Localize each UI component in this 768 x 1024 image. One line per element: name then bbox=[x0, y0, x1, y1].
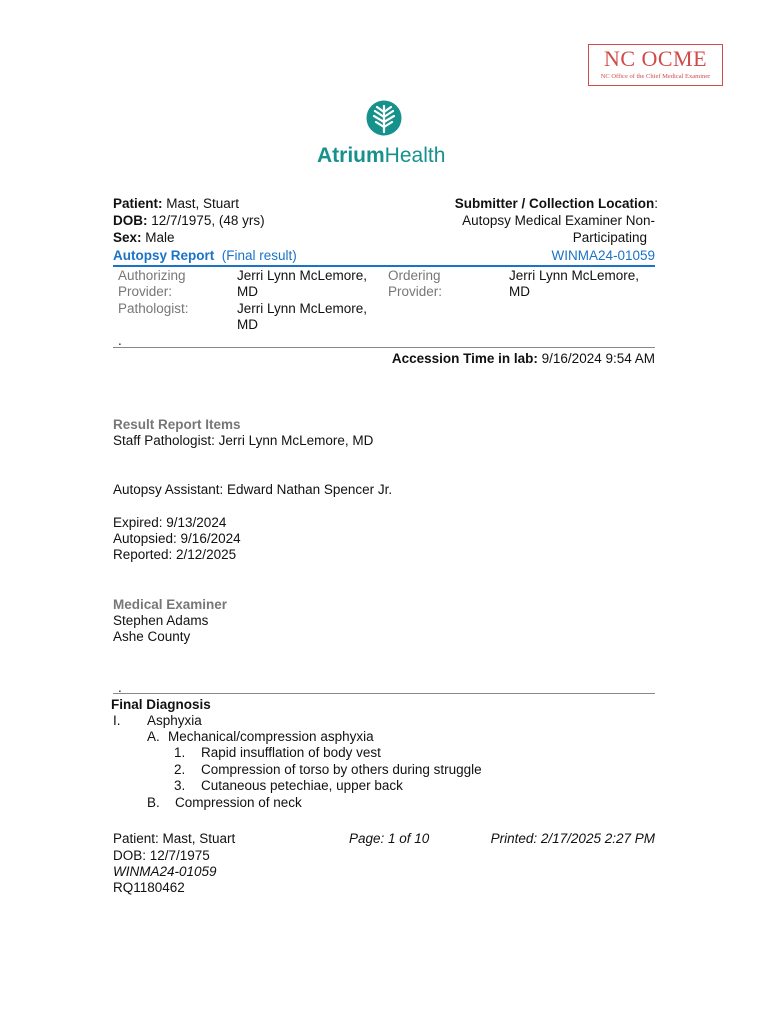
nc-ocme-stamp bbox=[588, 44, 723, 86]
patient-dob: 12/7/1975, (48 yrs) bbox=[151, 213, 265, 228]
report-status: (Final result) bbox=[221, 248, 297, 263]
submitter-line1: Autopsy Medical Examiner Non- bbox=[462, 213, 655, 228]
separator-dot: . bbox=[118, 680, 122, 695]
footer-patient: Patient: Mast, Stuart bbox=[113, 831, 236, 846]
diagnosis-i-text: Asphyxia bbox=[147, 713, 202, 728]
diagnosis-i-num: I. bbox=[113, 713, 121, 728]
footer-printed: Printed: 2/17/2025 2:27 PM bbox=[490, 831, 655, 846]
diagnosis-item-text: Rapid insufflation of body vest bbox=[201, 745, 381, 760]
expired-date: Expired: 9/13/2024 bbox=[113, 515, 227, 530]
pathologist-name: Jerri Lynn McLemore, MD bbox=[237, 301, 368, 332]
diagnosis-b-text: Compression of neck bbox=[175, 795, 302, 810]
submitter-label: Submitter / Collection Location: bbox=[454, 196, 658, 211]
autopsy-assistant: Autopsy Assistant: Edward Nathan Spencer Jr. bbox=[113, 482, 393, 497]
footer-page-number: Page: 1 of 10 bbox=[349, 831, 430, 846]
authorizing-provider-label: Authorizing Provider: bbox=[118, 268, 186, 299]
diagnosis-a-num: A. bbox=[147, 729, 160, 744]
medical-examiner-county: Ashe County bbox=[113, 629, 191, 644]
ordering-provider-name: Jerri Lynn McLemore, MD bbox=[509, 268, 640, 299]
stamp-title: NC OCME bbox=[603, 46, 708, 71]
patient-dob-line: DOB: 12/7/1975, (48 yrs) bbox=[113, 213, 265, 228]
diagnosis-item-text: Cutaneous petechiae, upper back bbox=[201, 778, 403, 793]
report-accession-id: WINMA24-01059 bbox=[551, 248, 655, 263]
atrium-health-logo bbox=[310, 100, 470, 170]
patient-sex-line: Sex: Male bbox=[113, 230, 175, 245]
patient-name-line: Patient: Mast, Stuart bbox=[113, 196, 240, 211]
autopsied-date: Autopsied: 9/16/2024 bbox=[113, 531, 241, 546]
authorizing-provider-name: Jerri Lynn McLemore, MD bbox=[237, 268, 368, 299]
diagnosis-item-num: 3. bbox=[174, 778, 186, 793]
footer-dob: DOB: 12/7/1975 bbox=[113, 848, 210, 863]
report-title-line bbox=[113, 248, 297, 264]
staff-pathologist: Staff Pathologist: Jerri Lynn McLemore, MD bbox=[113, 433, 374, 448]
pathologist-label: Pathologist: bbox=[118, 301, 189, 316]
logo-wordmark: AtriumHealth bbox=[317, 144, 446, 167]
report-divider bbox=[113, 265, 655, 267]
separator-dot: . bbox=[118, 333, 122, 348]
footer-accession-id: WINMA24-01059 bbox=[113, 864, 217, 879]
ordering-provider-label: Ordering Provider: bbox=[388, 268, 443, 299]
diagnosis-b-num: B. bbox=[147, 795, 160, 810]
section-divider bbox=[113, 693, 655, 694]
result-items-heading: Result Report Items bbox=[113, 417, 241, 432]
medical-examiner-heading: Medical Examiner bbox=[113, 597, 228, 612]
patient-name: Mast, Stuart bbox=[166, 196, 240, 211]
diagnosis-item-num: 1. bbox=[174, 745, 186, 760]
footer-requisition: RQ1180462 bbox=[113, 880, 185, 895]
accession-time: Accession Time in lab: 9/16/2024 9:54 AM bbox=[391, 351, 655, 366]
diagnosis-item-num: 2. bbox=[174, 762, 186, 777]
stamp-subtitle: NC Office of the Chief Medical Examiner bbox=[600, 73, 711, 80]
patient-sex: Male bbox=[145, 230, 175, 245]
tree-leaf-icon bbox=[366, 100, 402, 138]
medical-examiner-name: Stephen Adams bbox=[113, 613, 209, 628]
report-title: Autopsy Report bbox=[113, 248, 215, 263]
final-diagnosis-heading: Final Diagnosis bbox=[111, 697, 211, 712]
reported-date: Reported: 2/12/2025 bbox=[113, 547, 237, 562]
section-divider bbox=[113, 347, 655, 348]
submitter-line2: Participating bbox=[572, 230, 647, 245]
diagnosis-a-text: Mechanical/compression asphyxia bbox=[168, 729, 374, 744]
diagnosis-item-text: Compression of torso by others during struggle bbox=[201, 762, 482, 777]
